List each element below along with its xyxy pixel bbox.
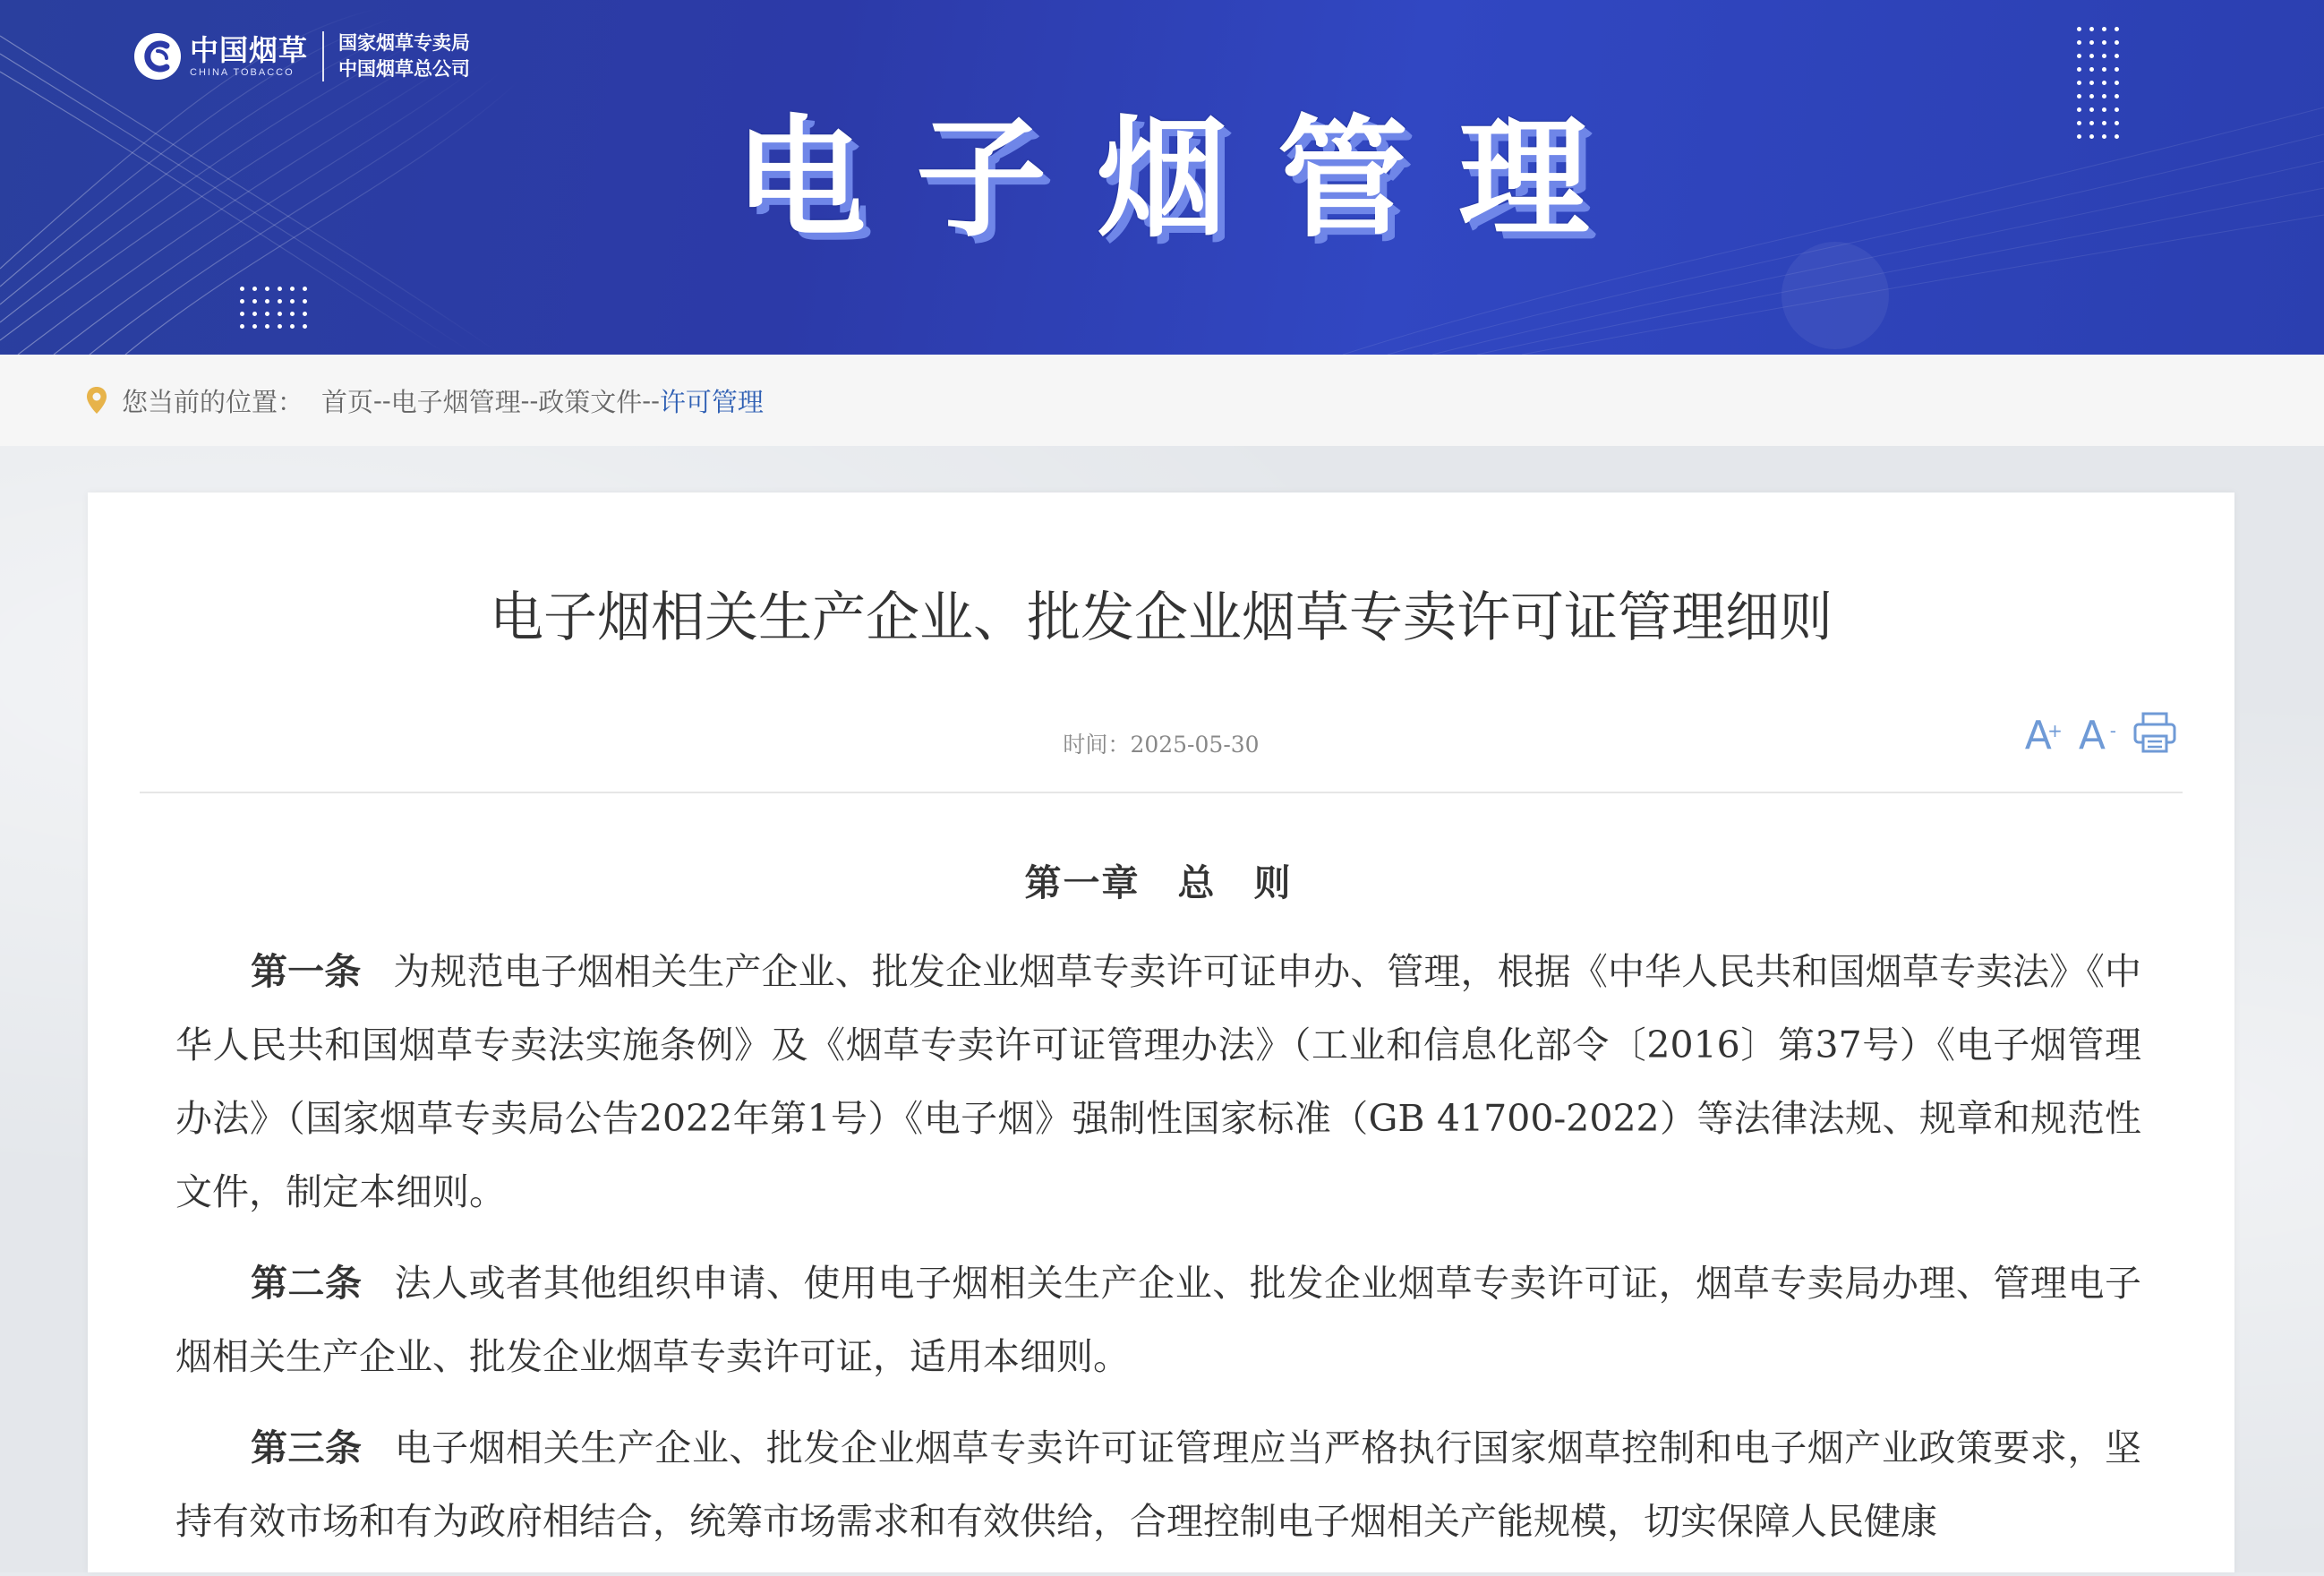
article-clause-text: 法人或者其他组织申请、使用电子烟相关生产企业、批发企业烟草专卖许可证，烟草专卖局办理、管理电子烟相关生产企业、批发企业烟草专卖许可证，适用本细则。 [175,1262,2141,1378]
article-paragraph [175,935,2141,1229]
dot-grid-right-decoration [2077,27,2119,139]
breadcrumb-separator: -- [520,385,539,415]
china-tobacco-logo[interactable] [134,30,470,82]
breadcrumb-label: 您当前的位置： [122,386,304,417]
font-decrease-button[interactable]: A - [2078,713,2116,758]
printer-icon [2132,711,2177,754]
site-banner [0,0,2324,355]
article-paragraph [175,1246,2141,1393]
breadcrumb [86,355,764,446]
chapter-word-1: 总 [1177,861,1217,904]
location-pin-icon [86,386,107,415]
breadcrumb-home[interactable]: 首页 [321,386,374,417]
article-clause-text: 电子烟相关生产企业、批发企业烟草专卖许可证管理应当严格执行国家烟草控制和电子烟产业政策要求，坚持有效市场和有为政府相结合，统筹市场需求和有效供给，合理控制电子烟相关产能规模，切实保障人民健康 [175,1426,2141,1543]
article-clause-label: 第一条 [251,950,362,993]
font-increase-icon: A [2024,713,2052,758]
logo-english-name: CHINA TOBACCO [190,67,295,78]
banner-title: 电子烟管理 [735,103,1639,255]
article-title: 电子烟相关生产企业、批发企业烟草专卖许可证管理细则 [490,587,1833,649]
article-clause-label: 第二条 [251,1262,363,1305]
print-button[interactable] [2132,711,2177,761]
chapter-number: 第一章 [1024,861,1141,904]
article-tools [2025,711,2177,761]
tobacco-leaf-logo-icon [134,33,181,80]
chapter-heading [175,854,2141,912]
title-divider [140,792,2183,793]
article-paragraph [175,1411,2141,1558]
org-name-1: 国家烟草专卖局 [338,32,471,54]
publish-date: 2025-05-30 [1130,732,1260,758]
breadcrumb-policy-documents[interactable]: 政策文件 [538,386,643,417]
article-clause-label: 第三条 [251,1426,363,1469]
article-card [88,492,2234,1572]
font-decrease-icon: A [2078,713,2106,758]
breadcrumb-ecig-management[interactable]: 电子烟管理 [390,386,521,417]
org-name-2: 中国烟草总公司 [338,58,471,80]
chapter-word-2: 则 [1253,861,1293,904]
font-increase-button[interactable]: A + [2024,713,2063,758]
logo-chinese-name: 中国烟草 [190,33,309,67]
logo-divider [322,31,324,81]
article-body [175,854,2141,1576]
breadcrumb-license-management[interactable]: 许可管理 [659,386,764,417]
time-label: 时间： [1063,732,1131,758]
dot-grid-left-decoration [240,287,307,329]
breadcrumb-separator: -- [373,385,391,415]
article-meta [88,727,2234,759]
breadcrumb-bar [0,355,2324,446]
breadcrumb-separator: -- [642,385,660,415]
article-clause-text: 为规范电子烟相关生产企业、批发企业烟草专卖许可证申办、管理，根据《中华人民共和国烟草专卖法》《中华人民共和国烟草专卖法实施条例》及《烟草专卖许可证管理办法》（工业和信息化部令〔2016〕第37号）《电子烟管理办法》（国家烟草专卖局公告2022年第1号）《电子烟》强制性国家标准（GB 41700-2022）等法律法规、规章和规范性文件，制定本细则。 [175,950,2142,1213]
